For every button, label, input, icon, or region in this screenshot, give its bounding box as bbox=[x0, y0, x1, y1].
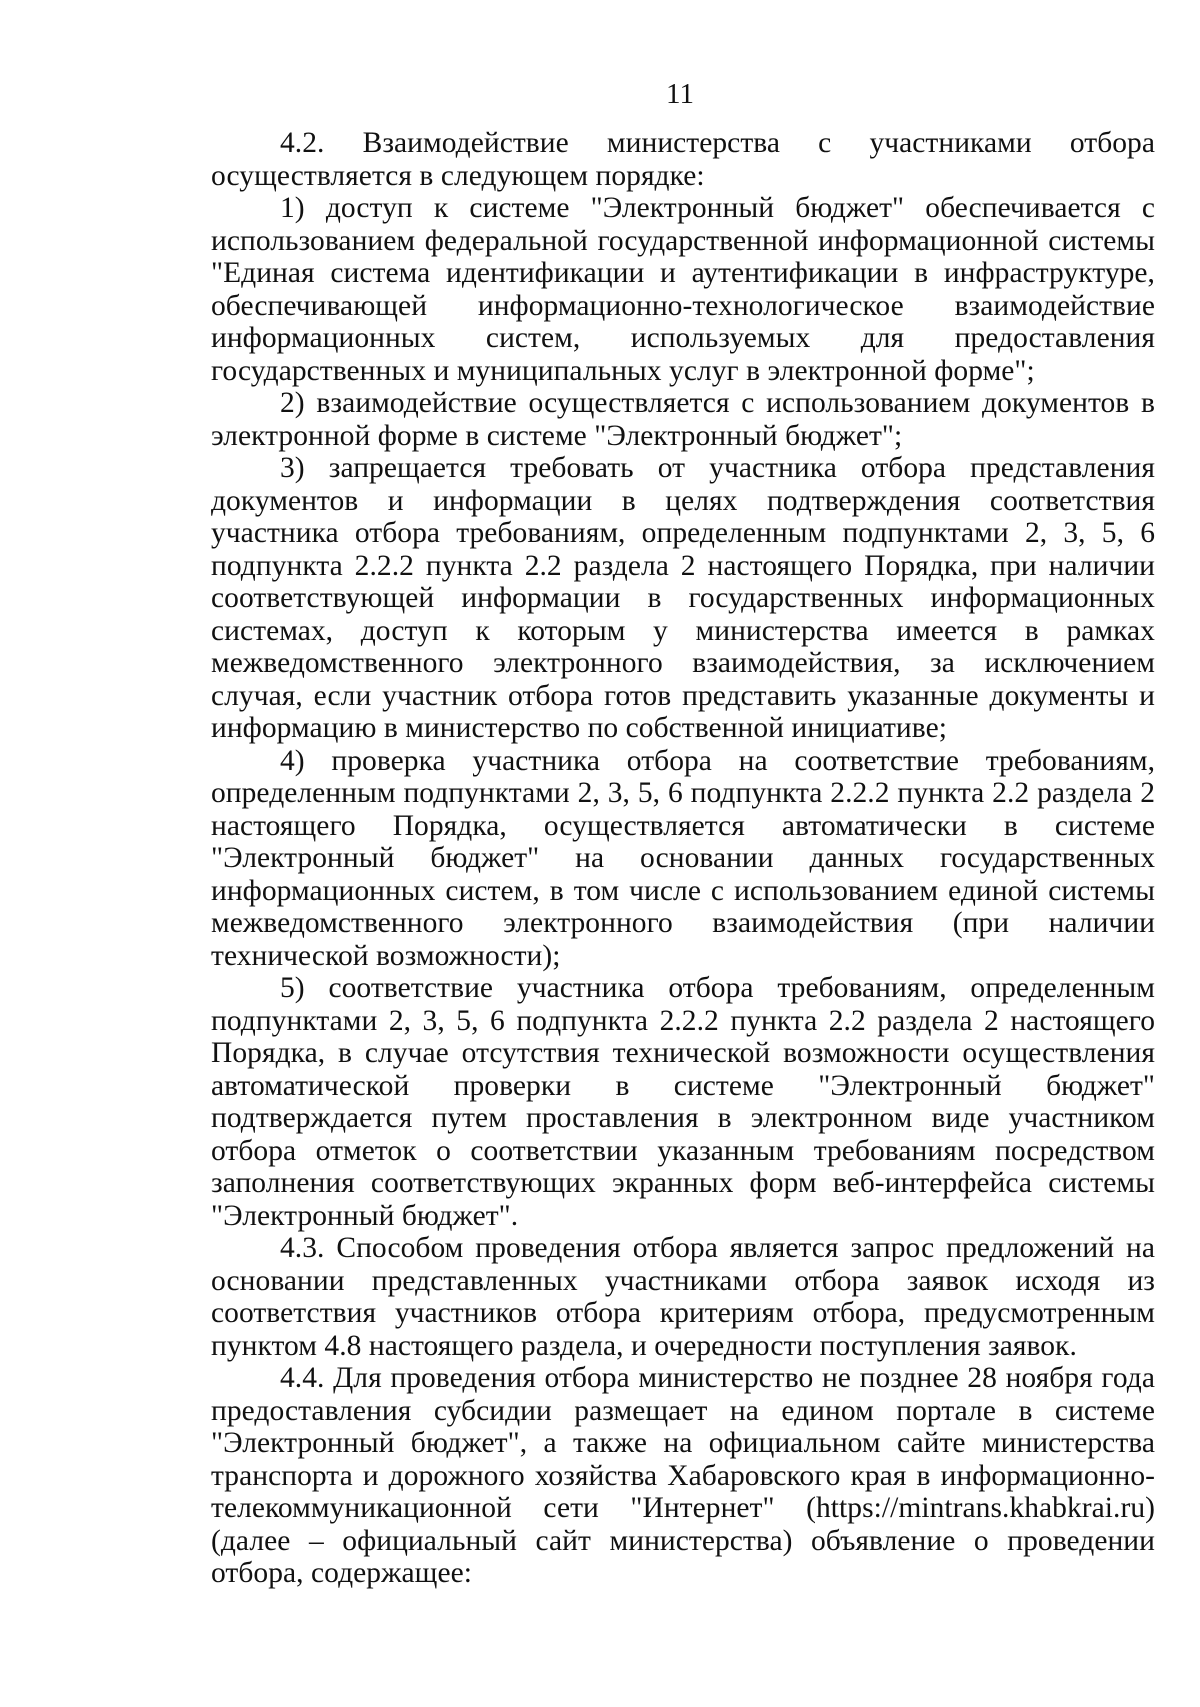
paragraph-4-4: 4.4. Для проведения отбора министерство не позднее 28 ноября года предоставления субсидии размещает на едином портале в системе "Электронный бюджет", а также на официальном сайте министерства транспорта и дорожного хозяйства Хабаровского края в информационно-телекоммуникационной сети "Интернет" (https://mintrans.khabkrai.ru) (далее – официальный сайт министерства) объявление о проведении отбора, содержащее: bbox=[211, 1362, 1155, 1589]
page-number: 11 bbox=[666, 78, 694, 110]
paragraph-item-2: 2) взаимодействие осуществляется с использованием документов в электронной форме в системе "Электронный бюджет"; bbox=[211, 387, 1155, 452]
paragraph-4-2: 4.2. Взаимодействие министерства с участниками отбора осуществляется в следующем порядке: bbox=[211, 127, 1155, 192]
paragraph-item-4: 4) проверка участника отбора на соответствие требованиям, определенным подпунктами 2, 3, 5, 6 подпункта 2.2.2 пункта 2.2 раздела 2 настоящего Порядка, осуществляется автоматически в системе "Электронный бюджет" на основании данных государственных информационных систем, в том числе с использованием единой системы межведомственного электронного взаимодействия (при наличии технической возможности); bbox=[211, 744, 1155, 972]
paragraph-item-5: 5) соответствие участника отбора требованиям, определенным подпунктами 2, 3, 5, 6 подпункта 2.2.2 пункта 2.2 раздела 2 настоящего Порядка, в случае отсутствия технической возможности осуществления автоматической проверки в системе "Электронный бюджет" подтверждается путем проставления в электронном виде участником отбора отметок о соответствии указанным требованиям посредством заполнения соответствующих экранных форм веб-интерфейса системы "Электронный бюджет". bbox=[211, 972, 1155, 1232]
document-body bbox=[211, 127, 1155, 1590]
paragraph-item-1: 1) доступ к системе "Электронный бюджет" обеспечивается с использованием федеральной государственной информационной системы "Единая система идентификации и аутентификации в инфраструктуре, обеспечивающей информационно-технологическое взаимодействие информационных систем, используемых для предоставления государственных и муниципальных услуг в электронной форме"; bbox=[211, 192, 1155, 387]
paragraph-4-3: 4.3. Способом проведения отбора является запрос предложений на основании представленных участниками отбора заявок исходя из соответствия участников отбора критериям отбора, предусмотренным пунктом 4.8 настоящего раздела, и очередности поступления заявок. bbox=[211, 1232, 1155, 1362]
paragraph-item-3: 3) запрещается требовать от участника отбора представления документов и информации в целях подтверждения соответствия участника отбора требованиям, определенным подпунктами 2, 3, 5, 6 подпункта 2.2.2 пункта 2.2 раздела 2 настоящего Порядка, при наличии соответствующей информации в государственных информационных системах, доступ к которым у министерства имеется в рамках межведомственного электронного взаимодействия, за исключением случая, если участник отбора готов представить указанные документы и информацию в министерство по собственной инициативе; bbox=[211, 452, 1155, 744]
